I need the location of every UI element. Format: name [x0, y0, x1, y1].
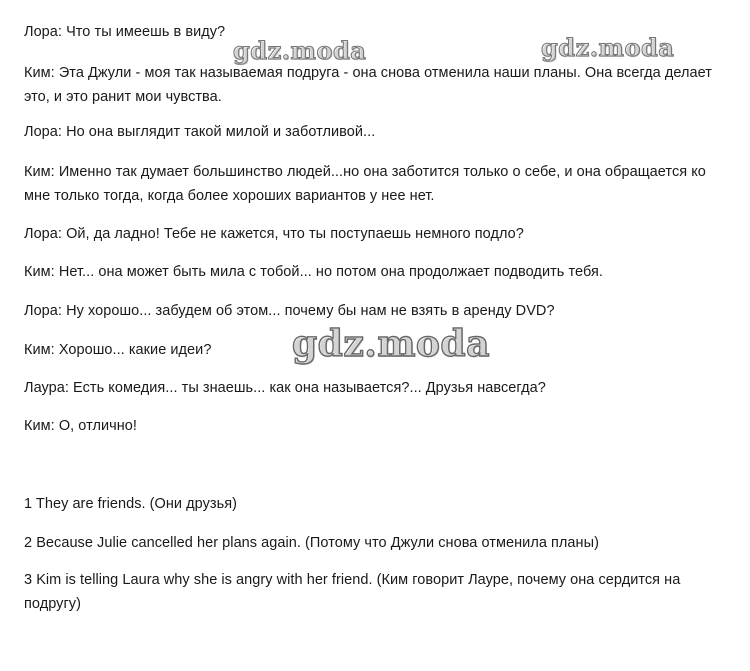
- answer-3: 3 Kim is telling Laura why she is angry with her friend. (Ким говорит Лауре, почему она сердится на подругу): [24, 572, 681, 612]
- dialogue-line-4: Ким: Именно так думает большинство людей...но она заботится только о себе, и она обращается ко мне только тогда, когда более хороших вариантов у нее нет.: [24, 164, 706, 204]
- dialogue-line-1: Лора: Что ты имеешь в виду?: [24, 24, 226, 40]
- dialogue-line-5: Лора: Ой, да ладно! Тебе не кажется, что ты поступаешь немного подло?: [24, 226, 524, 242]
- dialogue-line-9: Лаура: Есть комедия... ты знаешь... как она называется?... Друзья навсегда?: [24, 380, 546, 396]
- watermark-logo: gdz.moda: [292, 323, 490, 365]
- dialogue-line-8: Ким: Хорошо... какие идеи?: [24, 342, 212, 358]
- dialogue-line-10: Ким: О, отлично!: [24, 418, 137, 434]
- dialogue-line-3: Лора: Но она выглядит такой милой и заботливой...: [24, 124, 376, 140]
- dialogue-line-6: Ким: Нет... она может быть мила с тобой... но потом она продолжает подводить тебя.: [24, 264, 603, 280]
- answer-2: 2 Because Julie cancelled her plans again. (Потому что Джули снова отменила планы): [24, 535, 599, 551]
- dialogue-line-7: Лора: Ну хорошо... забудем об этом... почему бы нам не взять в аренду DVD?: [24, 303, 555, 319]
- answer-1: 1 They are friends. (Они друзья): [24, 496, 237, 512]
- dialogue-line-2: Ким: Эта Джули - моя так называемая подруга - она снова отменила наши планы. Она всегда делает это, и это ранит мои чувства.: [24, 65, 712, 105]
- watermark-logo: gdz.moda: [233, 36, 367, 65]
- watermark-logo: gdz.moda: [541, 33, 675, 62]
